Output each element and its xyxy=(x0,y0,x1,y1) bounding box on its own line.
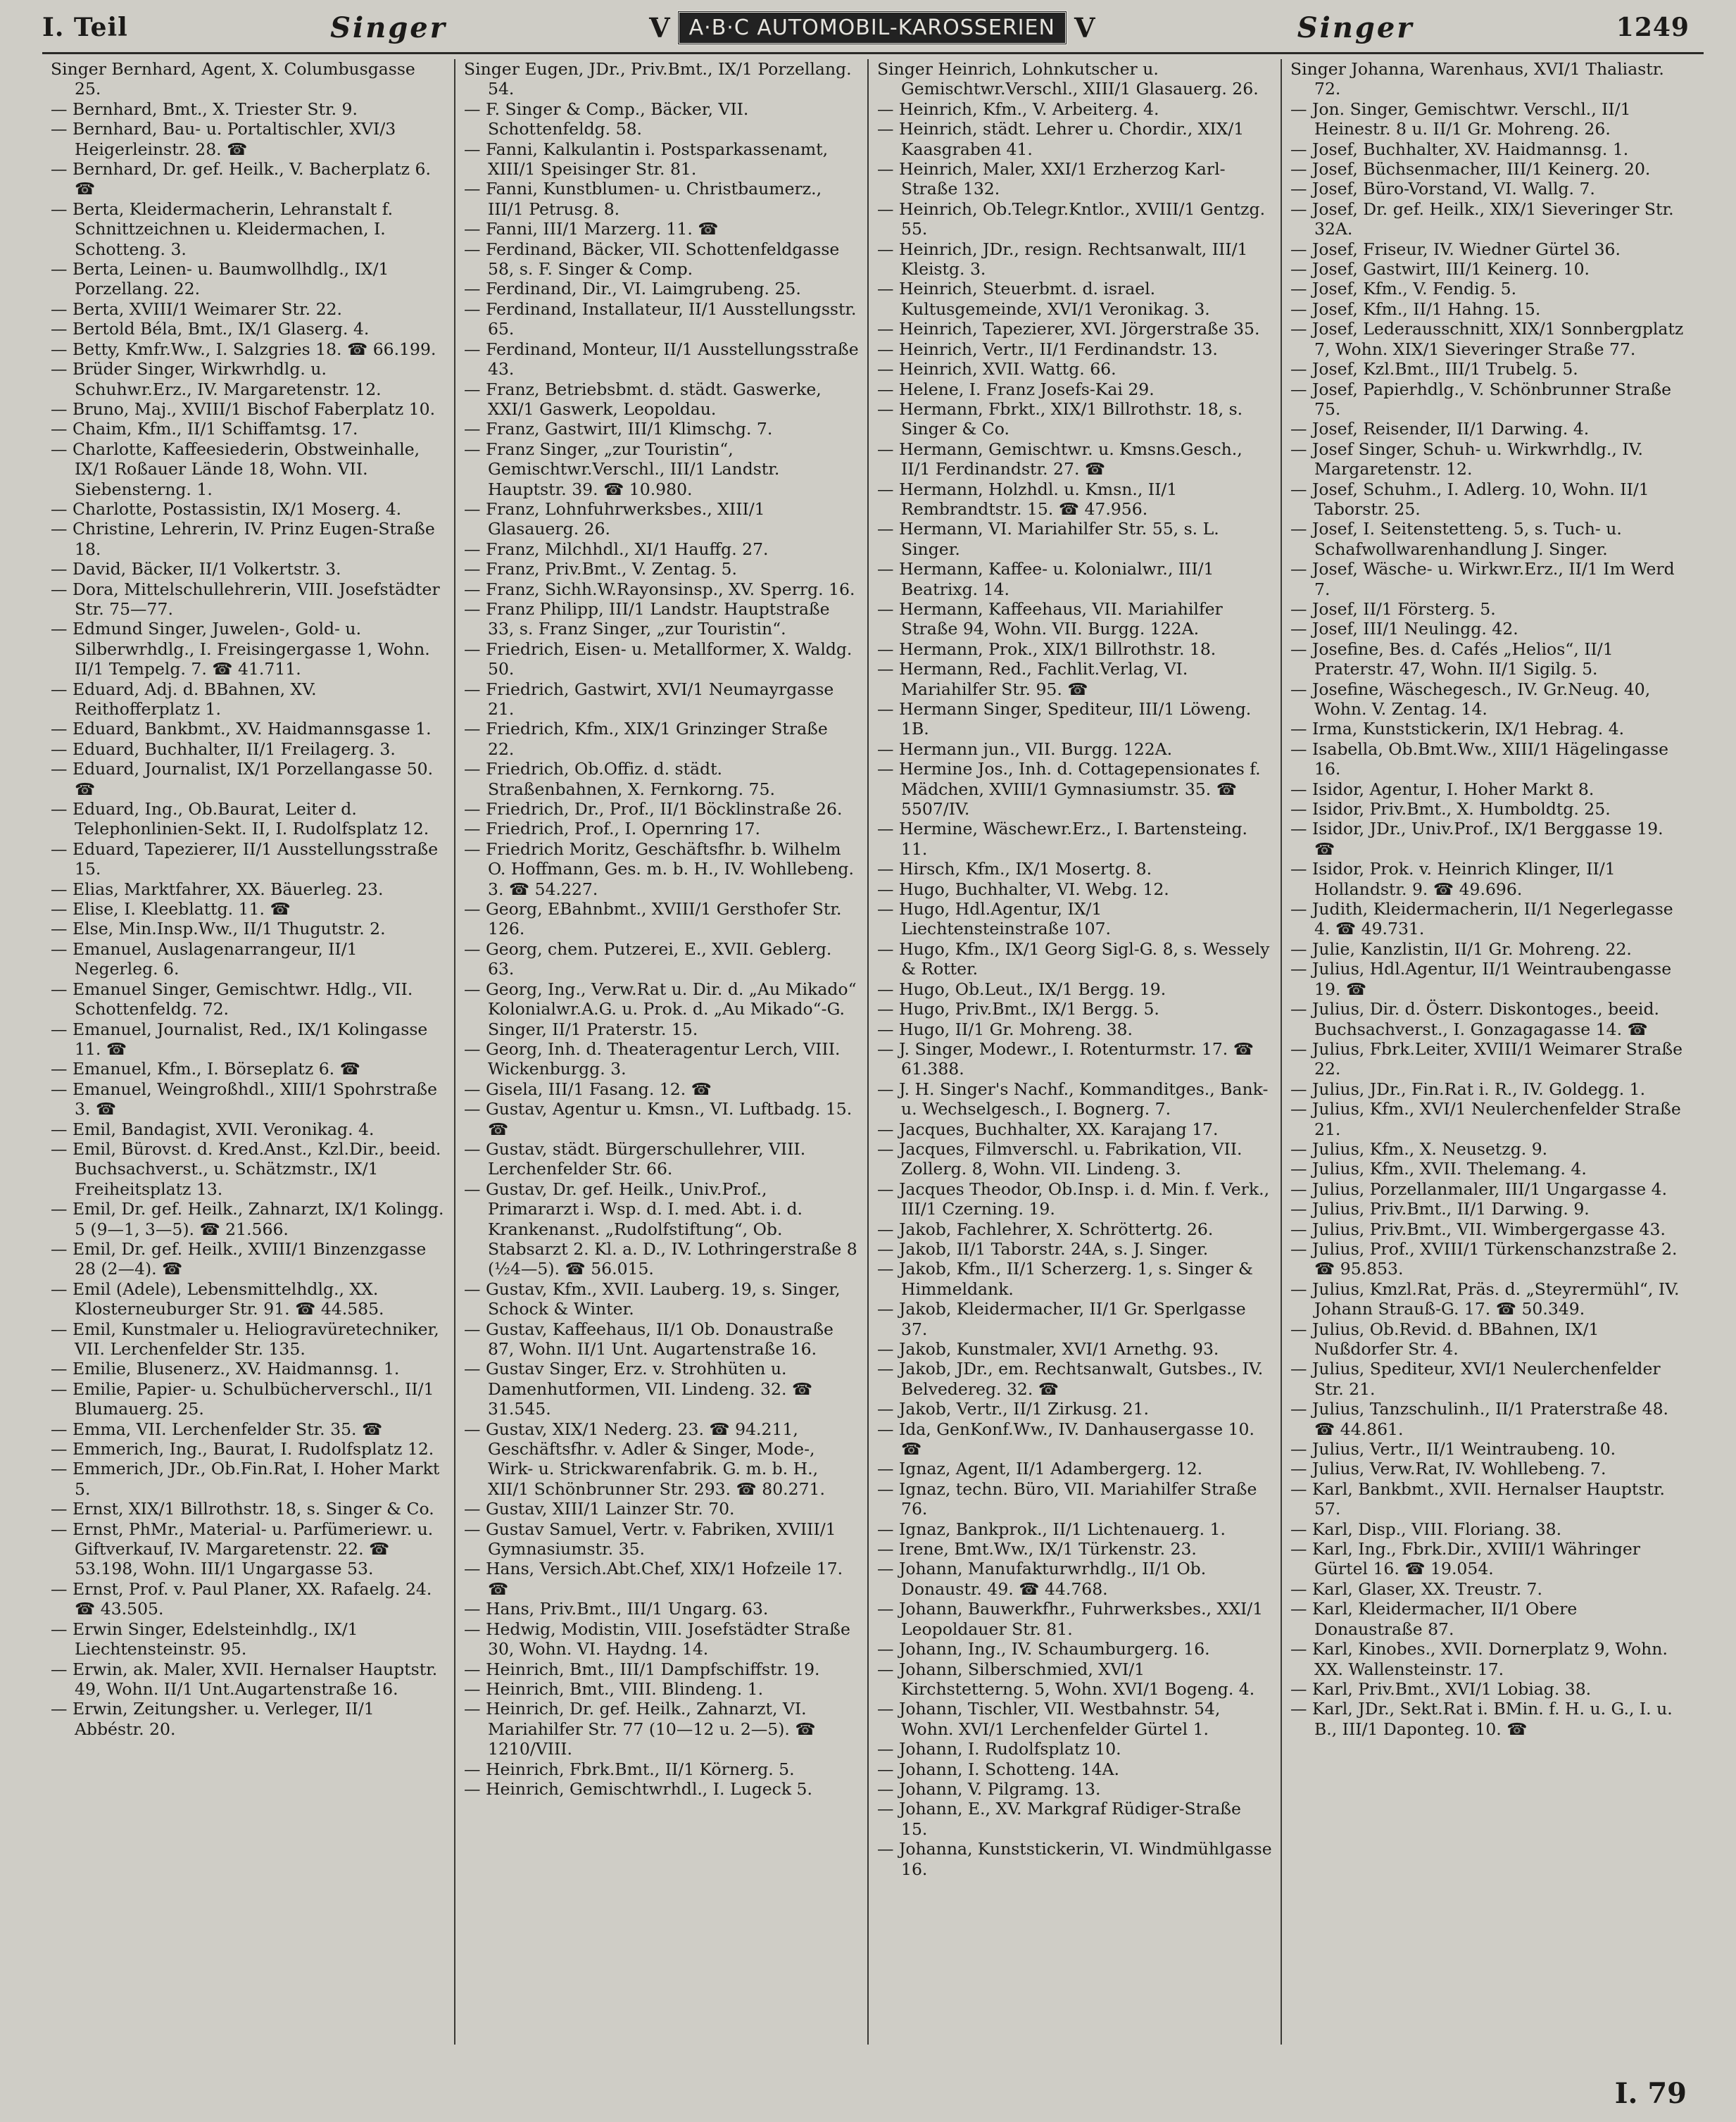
directory-entry: — Franz, Sichh.W.Rayonsinsp., XV. Sperrg. 16. xyxy=(464,579,855,599)
directory-entry: — Emil, Bandagist, XVII. Veronikag. 4. xyxy=(51,1119,375,1139)
directory-entry: — Josef, Buchhalter, XV. Haidmannsg. 1. xyxy=(1290,139,1629,159)
directory-entry: — Heinrich, Maler, XXI/1 Erzherzog Karl-Straße 132. xyxy=(877,159,1226,199)
column-3 xyxy=(869,59,1282,2045)
directory-entry: — Josef, Büchsenmacher, III/1 Keinerg. 20. xyxy=(1290,159,1651,180)
directory-entry: — Hugo, Ob.Leut., IX/1 Bergg. 19. xyxy=(877,979,1166,999)
directory-entry: — Josefine, Wäschegesch., IV. Gr.Neug. 40, Wohn. V. Zentag. 14. xyxy=(1290,679,1651,719)
directory-entry: — Johann, Ing., IV. Schaumburgerg. 16. xyxy=(877,1639,1210,1659)
directory-entry: — Brüder Singer, Wirkwrhdlg. u. Schuhwr.Erz., IV. Margaretenstr. 12. xyxy=(51,359,382,399)
directory-entry: — Emilie, Papier- u. Schulbücherverschl., II/1 Blumauerg. 25. xyxy=(51,1379,434,1419)
directory-entry: — Charlotte, Postassistin, IX/1 Moserg. 4. xyxy=(51,498,402,519)
directory-entry: — Irma, Kunststickerin, IX/1 Hebrag. 4. xyxy=(1290,719,1625,739)
directory-entry: — Josef, Wäsche- u. Wirkwr.Erz., II/1 Im Werd 7. xyxy=(1290,559,1675,599)
directory-entry: — Johann, Silberschmied, XVI/1 Kirchstetterng. 5, Wohn. XVI/1 Bogeng. 4. xyxy=(877,1659,1255,1699)
directory-entry: — Gustav, Dr. gef. Heilk., Univ.Prof., Primararzt i. Wsp. d. I. med. Abt. i. d. Krankenanst. „Rudolfstiftung“, Ob. Stabsarzt 2. Kl. a. D., IV. Lothringerstraße 8 (½4—5). ☎ 56.015. xyxy=(464,1179,857,1279)
directory-entry: — Josef, Lederausschnitt, XIX/1 Sonnbergplatz 7, Wohn. XIX/1 Sieveringer Straße 77. xyxy=(1290,319,1684,359)
directory-entry: — Friedrich, Dr., Prof., II/1 Böcklinstraße 26. xyxy=(464,799,843,820)
directory-entry: — Hans, Priv.Bmt., III/1 Ungarg. 63. xyxy=(464,1599,769,1619)
directory-entry: — Heinrich, Dr. gef. Heilk., Zahnarzt, VI. Mariahilfer Str. 77 (10—12 u. 2—5). ☎ 1210/VIII. xyxy=(464,1699,816,1759)
directory-entry: — Ferdinand, Monteur, II/1 Ausstellungsstraße 43. xyxy=(464,339,859,379)
directory-entry: — Ignaz, Agent, II/1 Adambergerg. 12. xyxy=(877,1459,1203,1479)
directory-entry: — Jakob, Kfm., II/1 Scherzerg. 1, s. Singer & Himmeldank. xyxy=(877,1259,1253,1299)
directory-entry: — Betty, Kmfr.Ww., I. Salzgries 18. ☎ 66.199. xyxy=(51,339,436,359)
directory-entry: — Julius, Kfm., X. Neusetzg. 9. xyxy=(1290,1138,1548,1159)
directory-entry: — Jakob, Fachlehrer, X. Schröttertg. 26. xyxy=(877,1219,1214,1239)
directory-entry: — Hugo, II/1 Gr. Mohreng. 38. xyxy=(877,1019,1133,1039)
directory-entry: — Berta, XVIII/1 Weimarer Str. 22. xyxy=(51,299,342,319)
header-rule xyxy=(42,52,1704,54)
directory-entry: — Josef, Papierhdlg., V. Schönbrunner Straße 75. xyxy=(1290,379,1672,419)
directory-entry: — Josef, I. Seitenstetteng. 5, s. Tuch- u. Schafwollwarenhandlung J. Singer. xyxy=(1290,519,1622,559)
directory-entry: — Julius, Spediteur, XVI/1 Neulerchenfelder Str. 21. xyxy=(1290,1359,1661,1399)
directory-entry: — Ignaz, techn. Büro, VII. Mariahilfer Straße 76. xyxy=(877,1479,1257,1519)
directory-entry: — Franz Singer, „zur Touristin“, Gemischtwr.Verschl., III/1 Landstr. Hauptstr. 39. ☎ 10.980. xyxy=(464,439,780,499)
directory-entry: — Ida, GenKonf.Ww., IV. Danhausergasse 10. ☎ xyxy=(877,1419,1254,1459)
directory-entry: — Johann, I. Schotteng. 14A. xyxy=(877,1759,1119,1779)
directory-entry: — Josef, Kfm., V. Fendig. 5. xyxy=(1290,279,1517,299)
directory-entry: — Georg, chem. Putzerei, E., XVII. Geblerg. 63. xyxy=(464,938,832,979)
directory-entry: — Hermann, Gemischtwr. u. Kmsns.Gesch., II/1 Ferdinandstr. 27. ☎ xyxy=(877,439,1243,479)
directory-entry: — Julius, Priv.Bmt., VII. Wimbergergasse 43. xyxy=(1290,1219,1666,1239)
directory-entry: — Karl, Kinobes., XVII. Dornerplatz 9, Wohn. XX. Wallensteinstr. 17. xyxy=(1290,1639,1668,1679)
directory-entry: — Julius, Porzellanmaler, III/1 Ungargasse 4. xyxy=(1290,1179,1668,1199)
directory-entry: — Erwin Singer, Edelsteinhdlg., IX/1 Liechtensteinstr. 95. xyxy=(51,1619,358,1659)
directory-entry: — Hermann, Holzhdl. u. Kmsn., II/1 Rembrandtstr. 15. ☎ 47.956. xyxy=(877,479,1178,519)
directory-entry: — Johann, Tischler, VII. Westbahnstr. 54, Wohn. XVI/1 Lerchenfelder Gürtel 1. xyxy=(877,1699,1221,1739)
directory-entry: — Friedrich, Eisen- u. Metallformer, X. Waldg. 50. xyxy=(464,639,853,679)
directory-entry: — Elias, Marktfahrer, XX. Bäuerleg. 23. xyxy=(51,879,384,899)
directory-entry: — Bernhard, Dr. gef. Heilk., V. Bacherplatz 6. ☎ xyxy=(51,159,431,199)
directory-entry: — Eduard, Adj. d. BBahnen, XV. Reithofferplatz 1. xyxy=(51,679,317,719)
directory-entry: — Gustav, Agentur u. Kmsn., VI. Luftbadg. 15. ☎ xyxy=(464,1099,853,1139)
column-4 xyxy=(1282,59,1695,2045)
directory-entry: — Julius, JDr., Fin.Rat i. R., IV. Goldegg. 1. xyxy=(1290,1079,1646,1099)
directory-entry: — Ernst, Prof. v. Paul Planer, XX. Rafaelg. 24. ☎ 43.505. xyxy=(51,1578,432,1619)
directory-entry: — Julius, Vertr., II/1 Weintraubeng. 10. xyxy=(1290,1439,1616,1459)
page-header xyxy=(42,6,1690,49)
directory-entry: — Georg, Ing., Verw.Rat u. Dir. d. „Au Mikado“ Kolonialwr.A.G. u. Prok. d. „Au Mikado“-G. Singer, II/1 Praterstr. 15. xyxy=(464,979,857,1039)
directory-entry: — Bruno, Maj., XVIII/1 Bischof Faberplatz 10. xyxy=(51,398,436,419)
directory-entry: — Franz, Gastwirt, III/1 Klimschg. 7. xyxy=(464,419,773,439)
directory-entry: — Hans, Versich.Abt.Chef, XIX/1 Hofzeile 17. ☎ xyxy=(464,1559,843,1599)
signature-mark: I. 79 xyxy=(1614,2077,1687,2110)
directory-entry: — Josef, Kzl.Bmt., III/1 Trubelg. 5. xyxy=(1290,359,1578,379)
directory-entry: — Bernhard, Bmt., X. Triester Str. 9. xyxy=(51,99,358,119)
directory-entry: — Judith, Kleidermacherin, II/1 Negerlegasse 4. ☎ 49.731. xyxy=(1290,899,1673,939)
column-2 xyxy=(455,59,869,2045)
directory-entry: — Helene, I. Franz Josefs-Kai 29. xyxy=(877,379,1155,399)
directory-entry: — Georg, Inh. d. Theateragentur Lerch, VIII. Wickenburgg. 3. xyxy=(464,1038,841,1079)
directory-entry: — Emanuel, Kfm., I. Börseplatz 6. ☎ xyxy=(51,1059,360,1079)
directory-entry: — Karl, Glaser, XX. Treustr. 7. xyxy=(1290,1578,1542,1599)
directory-entry: — Chaim, Kfm., II/1 Schiffamtsg. 17. xyxy=(51,419,358,439)
directory-entry: — Julius, Verw.Rat, IV. Wohllebeng. 7. xyxy=(1290,1459,1606,1479)
directory-entry: — Franz, Milchhdl., XI/1 Hauffg. 27. xyxy=(464,539,769,559)
directory-entry: — Eduard, Buchhalter, II/1 Freilagerg. 3. xyxy=(51,739,396,759)
directory-entry: — Hermann, Fbrkt., XIX/1 Billrothstr. 18, s. Singer & Co. xyxy=(877,398,1243,439)
directory-entry: — Heinrich, städt. Lehrer u. Chordir., XIX/1 Kaasgraben 41. xyxy=(877,119,1245,159)
directory-entry: — Berta, Leinen- u. Baumwollhdlg., IX/1 Porzellang. 22. xyxy=(51,259,389,299)
directory-entry: — Fanni, III/1 Marzerg. 11. ☎ xyxy=(464,219,719,239)
directory-entry: Singer Heinrich, Lohnkutscher u. Gemischtwr.Verschl., XIII/1 Glasauerg. 26. xyxy=(877,59,1259,99)
directory-entry: — Hermann, Kaffee- u. Kolonialwr., III/1 Beatrixg. 14. xyxy=(877,559,1214,599)
directory-entry: — Heinrich, XVII. Wattg. 66. xyxy=(877,359,1117,379)
directory-entry: Singer Bernhard, Agent, X. Columbusgasse 25. xyxy=(51,59,415,99)
directory-entry: — Ernst, XIX/1 Billrothstr. 18, s. Singer & Co. xyxy=(51,1499,434,1519)
directory-entry: — Eduard, Journalist, IX/1 Porzellangasse 50. ☎ xyxy=(51,759,434,799)
directory-entry: — Karl, Ing., Fbrk.Dir., XVIII/1 Währinger Gürtel 16. ☎ 19.054. xyxy=(1290,1539,1641,1579)
directory-entry: — Josef Singer, Schuh- u. Wirkwrhdlg., IV. Margaretenstr. 12. xyxy=(1290,439,1643,479)
directory-entry: — Johann, E., XV. Markgraf Rüdiger-Straße 15. xyxy=(877,1799,1241,1839)
directory-entry: — Heinrich, Steuerbmt. d. israel. Kultusgemeinde, XVI/1 Veronikag. 3. xyxy=(877,279,1210,319)
advertisement-banner xyxy=(649,11,1095,45)
directory-entry: — J. H. Singer's Nachf., Kommanditges., Bank- u. Wechselgesch., I. Bognerg. 7. xyxy=(877,1079,1269,1119)
section-label: I. Teil xyxy=(42,13,128,42)
directory-entry: — Julius, Fbrk.Leiter, XVIII/1 Weimarer Straße 22. xyxy=(1290,1038,1683,1079)
directory-entry: — Emil (Adele), Lebensmittelhdlg., XX. Klosterneuburger Str. 91. ☎ 44.585. xyxy=(51,1279,384,1319)
directory-entry: — Jacques Theodor, Ob.Insp. i. d. Min. f. Verk., III/1 Czerning. 19. xyxy=(877,1179,1270,1219)
directory-entry: — Julius, Tanzschulinh., II/1 Praterstraße 48. ☎ 44.861. xyxy=(1290,1399,1669,1439)
directory-entry: — Elise, I. Kleeblattg. 11. ☎ xyxy=(51,899,291,919)
directory-entry: — Josef, II/1 Försterg. 5. xyxy=(1290,598,1496,619)
directory-entry: — Jakob, Kunstmaler, XVI/1 Arnethg. 93. xyxy=(877,1339,1219,1359)
directory-entry: — Charlotte, Kaffeesiederin, Obstweinhalle, IX/1 Roßauer Lände 18, Wohn. VII. Siebensterng. 1. xyxy=(51,439,420,499)
emblem-left-icon: V xyxy=(649,11,670,44)
directory-entry: — Christine, Lehrerin, IV. Prinz Eugen-Straße 18. xyxy=(51,519,435,559)
directory-entry: — Ferdinand, Installateur, II/1 Ausstellungsstr. 65. xyxy=(464,299,857,339)
directory-columns xyxy=(42,59,1697,2045)
directory-entry: — Friedrich, Ob.Offiz. d. städt. Straßenbahnen, X. Fernkorng. 75. xyxy=(464,759,775,799)
directory-entry: — Friedrich, Kfm., XIX/1 Grinzinger Straße 22. xyxy=(464,719,828,759)
directory-entry: — Gustav, XIX/1 Nederg. 23. ☎ 94.211, Geschäftsfhr. v. Adler & Singer, Mode-, Wirk- u. Strickwarenfabrik. G. m. b. H., XII/1 Schönbrunner Str. 293. ☎ 80.271. xyxy=(464,1419,825,1499)
directory-entry: — Hugo, Kfm., IX/1 Georg Sigl-G. 8, s. Wessely & Rotter. xyxy=(877,938,1270,979)
directory-entry: — Julius, Hdl.Agentur, II/1 Weintraubengasse 19. ☎ xyxy=(1290,959,1672,999)
directory-entry: — Emma, VII. Lerchenfelder Str. 35. ☎ xyxy=(51,1419,383,1439)
directory-entry: — Ignaz, Bankprok., II/1 Lichtenauerg. 1. xyxy=(877,1519,1226,1539)
directory-entry: — Hermann jun., VII. Burgg. 122A. xyxy=(877,739,1173,759)
directory-entry: — Fanni, Kalkulantin i. Postsparkassenamt, XIII/1 Speisinger Str. 81. xyxy=(464,139,829,180)
directory-entry: — Hugo, Buchhalter, VI. Webg. 12. xyxy=(877,879,1169,899)
directory-entry: — Karl, Disp., VIII. Floriang. 38. xyxy=(1290,1519,1562,1539)
directory-entry: — Emanuel, Journalist, Red., IX/1 Kolingasse 11. ☎ xyxy=(51,1019,428,1059)
directory-entry: Singer Eugen, JDr., Priv.Bmt., IX/1 Porzellang. 54. xyxy=(464,59,852,99)
page-number: 1249 xyxy=(1616,13,1690,42)
directory-entry: — Heinrich, Gemischtwrhdl., I. Lugeck 5. xyxy=(464,1778,812,1799)
directory-entry: — Ferdinand, Bäcker, VII. Schottenfeldgasse 58, s. F. Singer & Comp. xyxy=(464,239,840,280)
directory-entry: — Emanuel Singer, Gemischtwr. Hdlg., VII. Schottenfeldg. 72. xyxy=(51,979,413,1019)
directory-entry: — Isidor, Prok. v. Heinrich Klinger, II/1 Hollandstr. 9. ☎ 49.696. xyxy=(1290,859,1616,899)
directory-entry: — Bertold Béla, Bmt., IX/1 Glaserg. 4. xyxy=(51,319,370,339)
directory-entry: — Julius, Priv.Bmt., II/1 Darwing. 9. xyxy=(1290,1199,1590,1219)
directory-entry: — Isidor, Priv.Bmt., X. Humboldtg. 25. xyxy=(1290,799,1611,820)
directory-entry: — Emmerich, JDr., Ob.Fin.Rat, I. Hoher Markt 5. xyxy=(51,1459,440,1499)
directory-entry: — Friedrich Moritz, Geschäftsfhr. b. Wilhelm O. Hoffmann, Ges. m. b. H., IV. Wohllebeng. 3. ☎ 54.227. xyxy=(464,839,854,899)
directory-entry: — Hirsch, Kfm., IX/1 Mosertg. 8. xyxy=(877,859,1152,879)
directory-entry: — Emil, Dr. gef. Heilk., XVIII/1 Binzenzgasse 28 (2—4). ☎ xyxy=(51,1238,427,1279)
directory-entry: — Emanuel, Auslagenarrangeur, II/1 Negerleg. 6. xyxy=(51,938,358,979)
directory-entry: — Johann, I. Rudolfsplatz 10. xyxy=(877,1739,1121,1759)
directory-entry: — Hermann, Kaffeehaus, VII. Mariahilfer Straße 94, Wohn. VII. Burgg. 122A. xyxy=(877,598,1223,639)
directory-entry: — Josef, III/1 Neulingg. 42. xyxy=(1290,619,1518,639)
directory-entry: — Emil, Bürovst. d. Kred.Anst., Kzl.Dir., beeid. Buchsachverst., u. Schätzmstr., IX/1 Freiheitsplatz 13. xyxy=(51,1138,441,1199)
directory-entry: — Jacques, Filmverschl. u. Fabrikation, VII. Zollerg. 8, Wohn. VII. Lindeng. 3. xyxy=(877,1138,1243,1179)
directory-entry: — Bernhard, Bau- u. Portaltischler, XVI/3 Heigerleinstr. 28. ☎ xyxy=(51,119,396,159)
directory-entry: — Gustav Samuel, Vertr. v. Fabriken, XVIII/1 Gymnasiumstr. 35. xyxy=(464,1519,836,1559)
directory-entry: — Julius, Prof., XVIII/1 Türkenschanzstraße 2. ☎ 95.853. xyxy=(1290,1238,1678,1279)
directory-entry: — Gustav, städt. Bürgerschullehrer, VIII. Lerchenfelder Str. 66. xyxy=(464,1138,806,1179)
running-head-left: Singer xyxy=(330,11,447,44)
directory-entry: — Franz, Priv.Bmt., V. Zentag. 5. xyxy=(464,559,737,579)
directory-entry: — Jakob, JDr., em. Rechtsanwalt, Gutsbes., IV. Belvedereg. 32. ☎ xyxy=(877,1359,1264,1399)
directory-entry: — Friedrich, Prof., I. Opernring 17. xyxy=(464,819,761,839)
directory-entry: — Heinrich, Vertr., II/1 Ferdinandstr. 13. xyxy=(877,339,1218,359)
directory-entry: — Josefine, Bes. d. Cafés „Helios“, II/1 Praterstr. 47, Wohn. II/1 Sigilg. 5. xyxy=(1290,639,1614,679)
directory-entry: — Josef, Schuhm., I. Adlerg. 10, Wohn. II/1 Taborstr. 25. xyxy=(1290,479,1649,519)
directory-entry: — Else, Min.Insp.Ww., II/1 Thugutstr. 2. xyxy=(51,919,386,939)
directory-entry: — Franz, Betriebsbmt. d. städt. Gaswerke, XXI/1 Gaswerk, Leopoldau. xyxy=(464,379,822,419)
directory-entry: — Karl, JDr., Sekt.Rat i. BMin. f. H. u. G., I. u. B., III/1 Daponteg. 10. ☎ xyxy=(1290,1699,1673,1739)
directory-entry: — Berta, Kleidermacherin, Lehranstalt f. Schnittzeichnen u. Kleidermachen, I. Schotteng. 3. xyxy=(51,199,394,259)
directory-entry: — Hermine, Wäschewr.Erz., I. Bartensteing. 11. xyxy=(877,819,1247,859)
directory-entry: — Heinrich, Tapezierer, XVI. Jörgerstraße 35. xyxy=(877,319,1260,339)
directory-entry: — Emanuel, Weingroßhdl., XIII/1 Spohrstraße 3. ☎ xyxy=(51,1079,438,1119)
directory-entry: — Julius, Dir. d. Österr. Diskontoges., beeid. Buchsachverst., I. Gonzagagasse 14. ☎ xyxy=(1290,999,1659,1039)
directory-entry: — Josef, Reisender, II/1 Darwing. 4. xyxy=(1290,419,1590,439)
directory-entry: Singer Johanna, Warenhaus, XVI/1 Thaliastr. 72. xyxy=(1290,59,1664,99)
directory-entry: — Franz Philipp, III/1 Landstr. Hauptstraße 33, s. Franz Singer, „zur Touristin“. xyxy=(464,598,830,639)
directory-entry: — Heinrich, Bmt., VIII. Blindeng. 1. xyxy=(464,1678,764,1699)
directory-entry: — J. Singer, Modewr., I. Rotenturmstr. 17. ☎ 61.388. xyxy=(877,1038,1254,1079)
directory-entry: — Johann, Manufakturwrhdlg., II/1 Ob. Donaustr. 49. ☎ 44.768. xyxy=(877,1559,1207,1599)
directory-entry: — Gisela, III/1 Fasang. 12. ☎ xyxy=(464,1079,712,1099)
directory-entry: — Jon. Singer, Gemischtwr. Verschl., II/1 Heinestr. 8 u. II/1 Gr. Mohreng. 26. xyxy=(1290,99,1631,139)
directory-entry: — Jakob, II/1 Taborstr. 24A, s. J. Singer. xyxy=(877,1238,1209,1259)
directory-entry: — Fanni, Kunstblumen- u. Christbaumerz., III/1 Petrusg. 8. xyxy=(464,179,822,219)
directory-entry: — Hugo, Hdl.Agentur, IX/1 Liechtensteinstraße 107. xyxy=(877,899,1112,939)
directory-entry: — Johann, Bauwerkfhr., Fuhrwerksbes., XXI/1 Leopoldauer Str. 81. xyxy=(877,1599,1264,1639)
directory-entry: — Georg, EBahnbmt., XVIII/1 Gersthofer Str. 126. xyxy=(464,899,842,939)
directory-entry: — Josef, Kfm., II/1 Hahng. 15. xyxy=(1290,299,1541,319)
directory-entry: — Isidor, Agentur, I. Hoher Markt 8. xyxy=(1290,779,1595,799)
directory-entry: — Dora, Mittelschullehrerin, VIII. Josefstädter Str. 75—77. xyxy=(51,579,440,619)
directory-entry: — Julius, Kfm., XVI/1 Neulerchenfelder Straße 21. xyxy=(1290,1099,1681,1139)
directory-entry: — Emil, Kunstmaler u. Heliogravüretechniker, VII. Lerchenfelder Str. 135. xyxy=(51,1319,439,1359)
directory-entry: — Emmerich, Ing., Baurat, I. Rudolfsplatz 12. xyxy=(51,1439,434,1459)
directory-entry: — Jakob, Vertr., II/1 Zirkusg. 21. xyxy=(877,1399,1150,1419)
directory-entry: — Hermann, Red., Fachlit.Verlag, VI. Mariahilfer Str. 95. ☎ xyxy=(877,659,1188,699)
directory-entry: — Johanna, Kunststickerin, VI. Windmühlgasse 16. xyxy=(877,1839,1272,1879)
directory-entry: — F. Singer & Comp., Bäcker, VII. Schottenfeldg. 58. xyxy=(464,99,749,139)
directory-entry: — Hermann, Prok., XIX/1 Billrothstr. 18. xyxy=(877,639,1216,659)
running-head-right: Singer xyxy=(1297,11,1414,44)
directory-entry: — Friedrich, Gastwirt, XVI/1 Neumayrgasse 21. xyxy=(464,679,834,719)
directory-entry: — Hermann, VI. Mariahilfer Str. 55, s. L. Singer. xyxy=(877,519,1219,559)
directory-entry: — Emilie, Blusenerz., XV. Haidmannsg. 1. xyxy=(51,1359,400,1379)
directory-entry: — Heinrich, Kfm., V. Arbeiterg. 4. xyxy=(877,99,1159,119)
directory-entry: — Gustav, Kfm., XVII. Lauberg. 19, s. Singer, Schock & Winter. xyxy=(464,1279,841,1319)
directory-entry: — Karl, Kleidermacher, II/1 Obere Donaustraße 87. xyxy=(1290,1599,1578,1639)
directory-entry: — Isidor, JDr., Univ.Prof., IX/1 Berggasse 19. ☎ xyxy=(1290,819,1663,859)
directory-entry: — Julius, Ob.Revid. d. BBahnen, IX/1 Nußdorfer Str. 4. xyxy=(1290,1319,1599,1359)
directory-entry: — Jacques, Buchhalter, XX. Karajang 17. xyxy=(877,1119,1219,1139)
directory-entry: — Gustav, Kaffeehaus, II/1 Ob. Donaustraße 87, Wohn. II/1 Unt. Augartenstraße 16. xyxy=(464,1319,834,1359)
emblem-right-icon: V xyxy=(1074,11,1095,44)
directory-entry: — Gustav Singer, Erz. v. Strohhüten u. Damenhutformen, VII. Lindeng. 32. ☎ 31.545. xyxy=(464,1359,813,1419)
directory-entry: — Jakob, Kleidermacher, II/1 Gr. Sperlgasse 37. xyxy=(877,1299,1246,1339)
directory-entry: — Hugo, Priv.Bmt., IX/1 Bergg. 5. xyxy=(877,999,1159,1019)
directory-entry: — Karl, Priv.Bmt., XVI/1 Lobiag. 38. xyxy=(1290,1678,1592,1699)
directory-entry: — Gustav, XIII/1 Lainzer Str. 70. xyxy=(464,1499,735,1519)
directory-entry: — Erwin, ak. Maler, XVII. Hernalser Hauptstr. 49, Wohn. II/1 Unt.Augartenstraße 16. xyxy=(51,1659,438,1699)
directory-entry: — Heinrich, Ob.Telegr.Kntlor., XVIII/1 Gentzg. 55. xyxy=(877,199,1266,239)
directory-entry: — Emil, Dr. gef. Heilk., Zahnarzt, IX/1 Kolingg. 5 (9—1, 3—5). ☎ 21.566. xyxy=(51,1199,444,1239)
column-1 xyxy=(42,59,455,2045)
directory-entry: — Josef, Büro-Vorstand, VI. Wallg. 7. xyxy=(1290,179,1595,199)
directory-entry: — Josef, Gastwirt, III/1 Keinerg. 10. xyxy=(1290,259,1590,280)
directory-entry: — Josef, Dr. gef. Heilk., XIX/1 Sieveringer Str. 32A. xyxy=(1290,199,1674,239)
directory-entry: — Heinrich, Fbrk.Bmt., II/1 Körnerg. 5. xyxy=(464,1759,795,1779)
directory-entry: — Karl, Bankbmt., XVII. Hernalser Hauptstr. 57. xyxy=(1290,1479,1665,1519)
directory-entry: — Hedwig, Modistin, VIII. Josefstädter Straße 30, Wohn. VI. Haydng. 14. xyxy=(464,1619,850,1659)
directory-entry: — Hermann Singer, Spediteur, III/1 Löweng. 1B. xyxy=(877,699,1252,739)
directory-entry: — Hermine Jos., Inh. d. Cottagepensionates f. Mädchen, XVIII/1 Gymnasiumstr. 35. ☎ 5507/IV. xyxy=(877,759,1261,820)
directory-entry: — Isabella, Ob.Bmt.Ww., XIII/1 Hägelingasse 16. xyxy=(1290,739,1669,779)
directory-entry: — Edmund Singer, Juwelen-, Gold- u. Silberwrhdlg., I. Freisingergasse 1, Wohn. II/1 Tempelg. 7. ☎ 41.711. xyxy=(51,619,430,679)
directory-entry: — Johann, V. Pilgramg. 13. xyxy=(877,1778,1101,1799)
directory-entry: — Franz, Lohnfuhrwerksbes., XIII/1 Glasauerg. 26. xyxy=(464,498,765,539)
directory-entry: — Julie, Kanzlistin, II/1 Gr. Mohreng. 22. xyxy=(1290,938,1632,959)
directory-entry: — Erwin, Zeitungsher. u. Verleger, II/1 Abbéstr. 20. xyxy=(51,1699,375,1739)
directory-entry: — Eduard, Tapezierer, II/1 Ausstellungsstraße 15. xyxy=(51,839,439,879)
directory-entry: — Heinrich, JDr., resign. Rechtsanwalt, III/1 Kleistg. 3. xyxy=(877,239,1248,280)
directory-entry: — Heinrich, Bmt., III/1 Dampfschiffstr. 19. xyxy=(464,1659,820,1679)
directory-entry: — Julius, Kmzl.Rat, Präs. d. „Steyrermühl“, IV. Johann Strauß-G. 17. ☎ 50.349. xyxy=(1290,1279,1680,1319)
directory-entry: — Josef, Friseur, IV. Wiedner Gürtel 36. xyxy=(1290,239,1621,259)
directory-entry: — David, Bäcker, II/1 Volkertstr. 3. xyxy=(51,559,341,579)
directory-entry: — Eduard, Ing., Ob.Baurat, Leiter d. Telephonlinien-Sekt. II, I. Rudolfsplatz 12. xyxy=(51,799,429,839)
directory-entry: — Ernst, PhMr., Material- u. Parfümeriewr. u. Giftverkauf, IV. Margaretenstr. 22. ☎ 53.198, Wohn. III/1 Ungargasse 53. xyxy=(51,1519,434,1579)
directory-entry: — Eduard, Bankbmt., XV. Haidmannsgasse 1. xyxy=(51,719,432,739)
directory-entry: — Ferdinand, Dir., VI. Laimgrubeng. 25. xyxy=(464,279,801,299)
banner-text: A·B·C AUTOMOBIL-KAROSSERIEN xyxy=(677,11,1067,45)
directory-entry: — Julius, Kfm., XVII. Thelemang. 4. xyxy=(1290,1159,1587,1179)
directory-entry: — Irene, Bmt.Ww., IX/1 Türkenstr. 23. xyxy=(877,1539,1197,1559)
